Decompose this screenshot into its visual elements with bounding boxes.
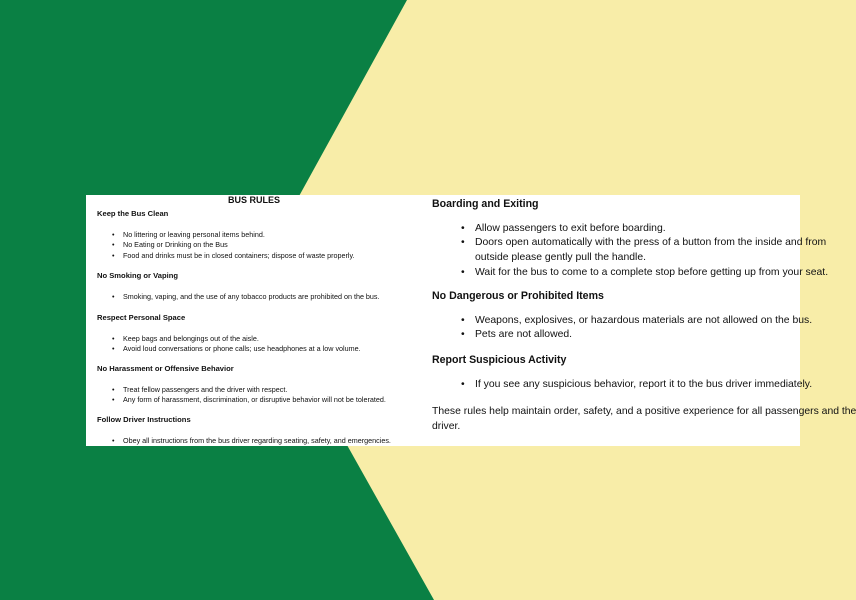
rule-item: • Treat fellow passengers and the driver with respect. — [123, 385, 422, 395]
rule-list — [97, 230, 422, 261]
section-keep-clean — [86, 208, 422, 261]
rule-item: • Smoking, vaping, and the use of any tobacco products are prohibited on the bus. — [123, 292, 422, 302]
rule-item: • If you see any suspicious behavior, report it to the bus driver immediately. — [475, 378, 800, 393]
closing-statement — [432, 405, 856, 434]
rule-item: • No Eating or Drinking on the Bus — [123, 240, 422, 250]
section-heading: Respect Personal Space — [97, 313, 186, 322]
rule-item: • Avoid loud conversations or phone calls; use headphones at a low volume. — [123, 344, 422, 354]
section-heading: Boarding and Exiting — [432, 198, 539, 210]
rule-item: • Wait for the bus to come to a complete stop before getting up from your seat. — [475, 266, 800, 281]
section-suspicious-activity — [422, 353, 813, 392]
document-left-panel — [86, 195, 422, 446]
section-heading: Keep the Bus Clean — [97, 209, 169, 218]
rule-list — [97, 385, 422, 406]
rule-item: • Keep bags and belongings out of the aisle. — [123, 334, 422, 344]
rule-item: • Weapons, explosives, or hazardous materials are not allowed on the bus. — [475, 314, 800, 329]
document-right-panel — [422, 195, 856, 446]
section-prohibited-items — [422, 289, 813, 343]
section-heading: No Dangerous or Prohibited Items — [432, 290, 604, 302]
section-heading: No Harassment or Offensive Behavior — [97, 364, 234, 373]
rule-item: • Doors open automatically with the press of a button from the inside and from — [475, 236, 800, 251]
section-heading: Follow Driver Instructions — [97, 415, 191, 424]
section-boarding — [422, 197, 829, 280]
rule-list — [97, 292, 422, 302]
rule-list — [97, 334, 422, 355]
closing-line: driver. — [432, 420, 461, 432]
section-heading: Report Suspicious Activity — [432, 354, 567, 366]
rule-list — [432, 314, 813, 343]
rule-item: • Pets are not allowed. — [475, 328, 800, 343]
rule-list — [97, 436, 422, 446]
document-title: BUS RULES — [227, 195, 280, 205]
section-heading: No Smoking or Vaping — [97, 271, 179, 280]
closing-line: These rules help maintain order, safety, and a positive experience for all passengers and the — [432, 406, 856, 417]
section-no-harassment — [86, 363, 422, 406]
rule-item: • No littering or leaving personal items behind. — [123, 230, 422, 240]
rule-item: • Food and drinks must be in closed containers; dispose of waste properly. — [123, 251, 422, 261]
rule-item: • Allow passengers to exit before boarding. — [475, 222, 800, 237]
section-personal-space — [86, 312, 422, 355]
rule-item: • Any form of harassment, discrimination, or disruptive behavior will not be tolerated. — [123, 395, 422, 405]
rule-list — [432, 378, 813, 393]
rule-item: • Obey all instructions from the bus driver regarding seating, safety, and emergencies. — [123, 436, 422, 446]
rule-list — [432, 222, 829, 280]
section-driver-instructions — [86, 414, 422, 446]
section-no-smoking — [86, 270, 422, 302]
rule-item-continuation: outside please gently pull the handle. — [475, 251, 646, 263]
